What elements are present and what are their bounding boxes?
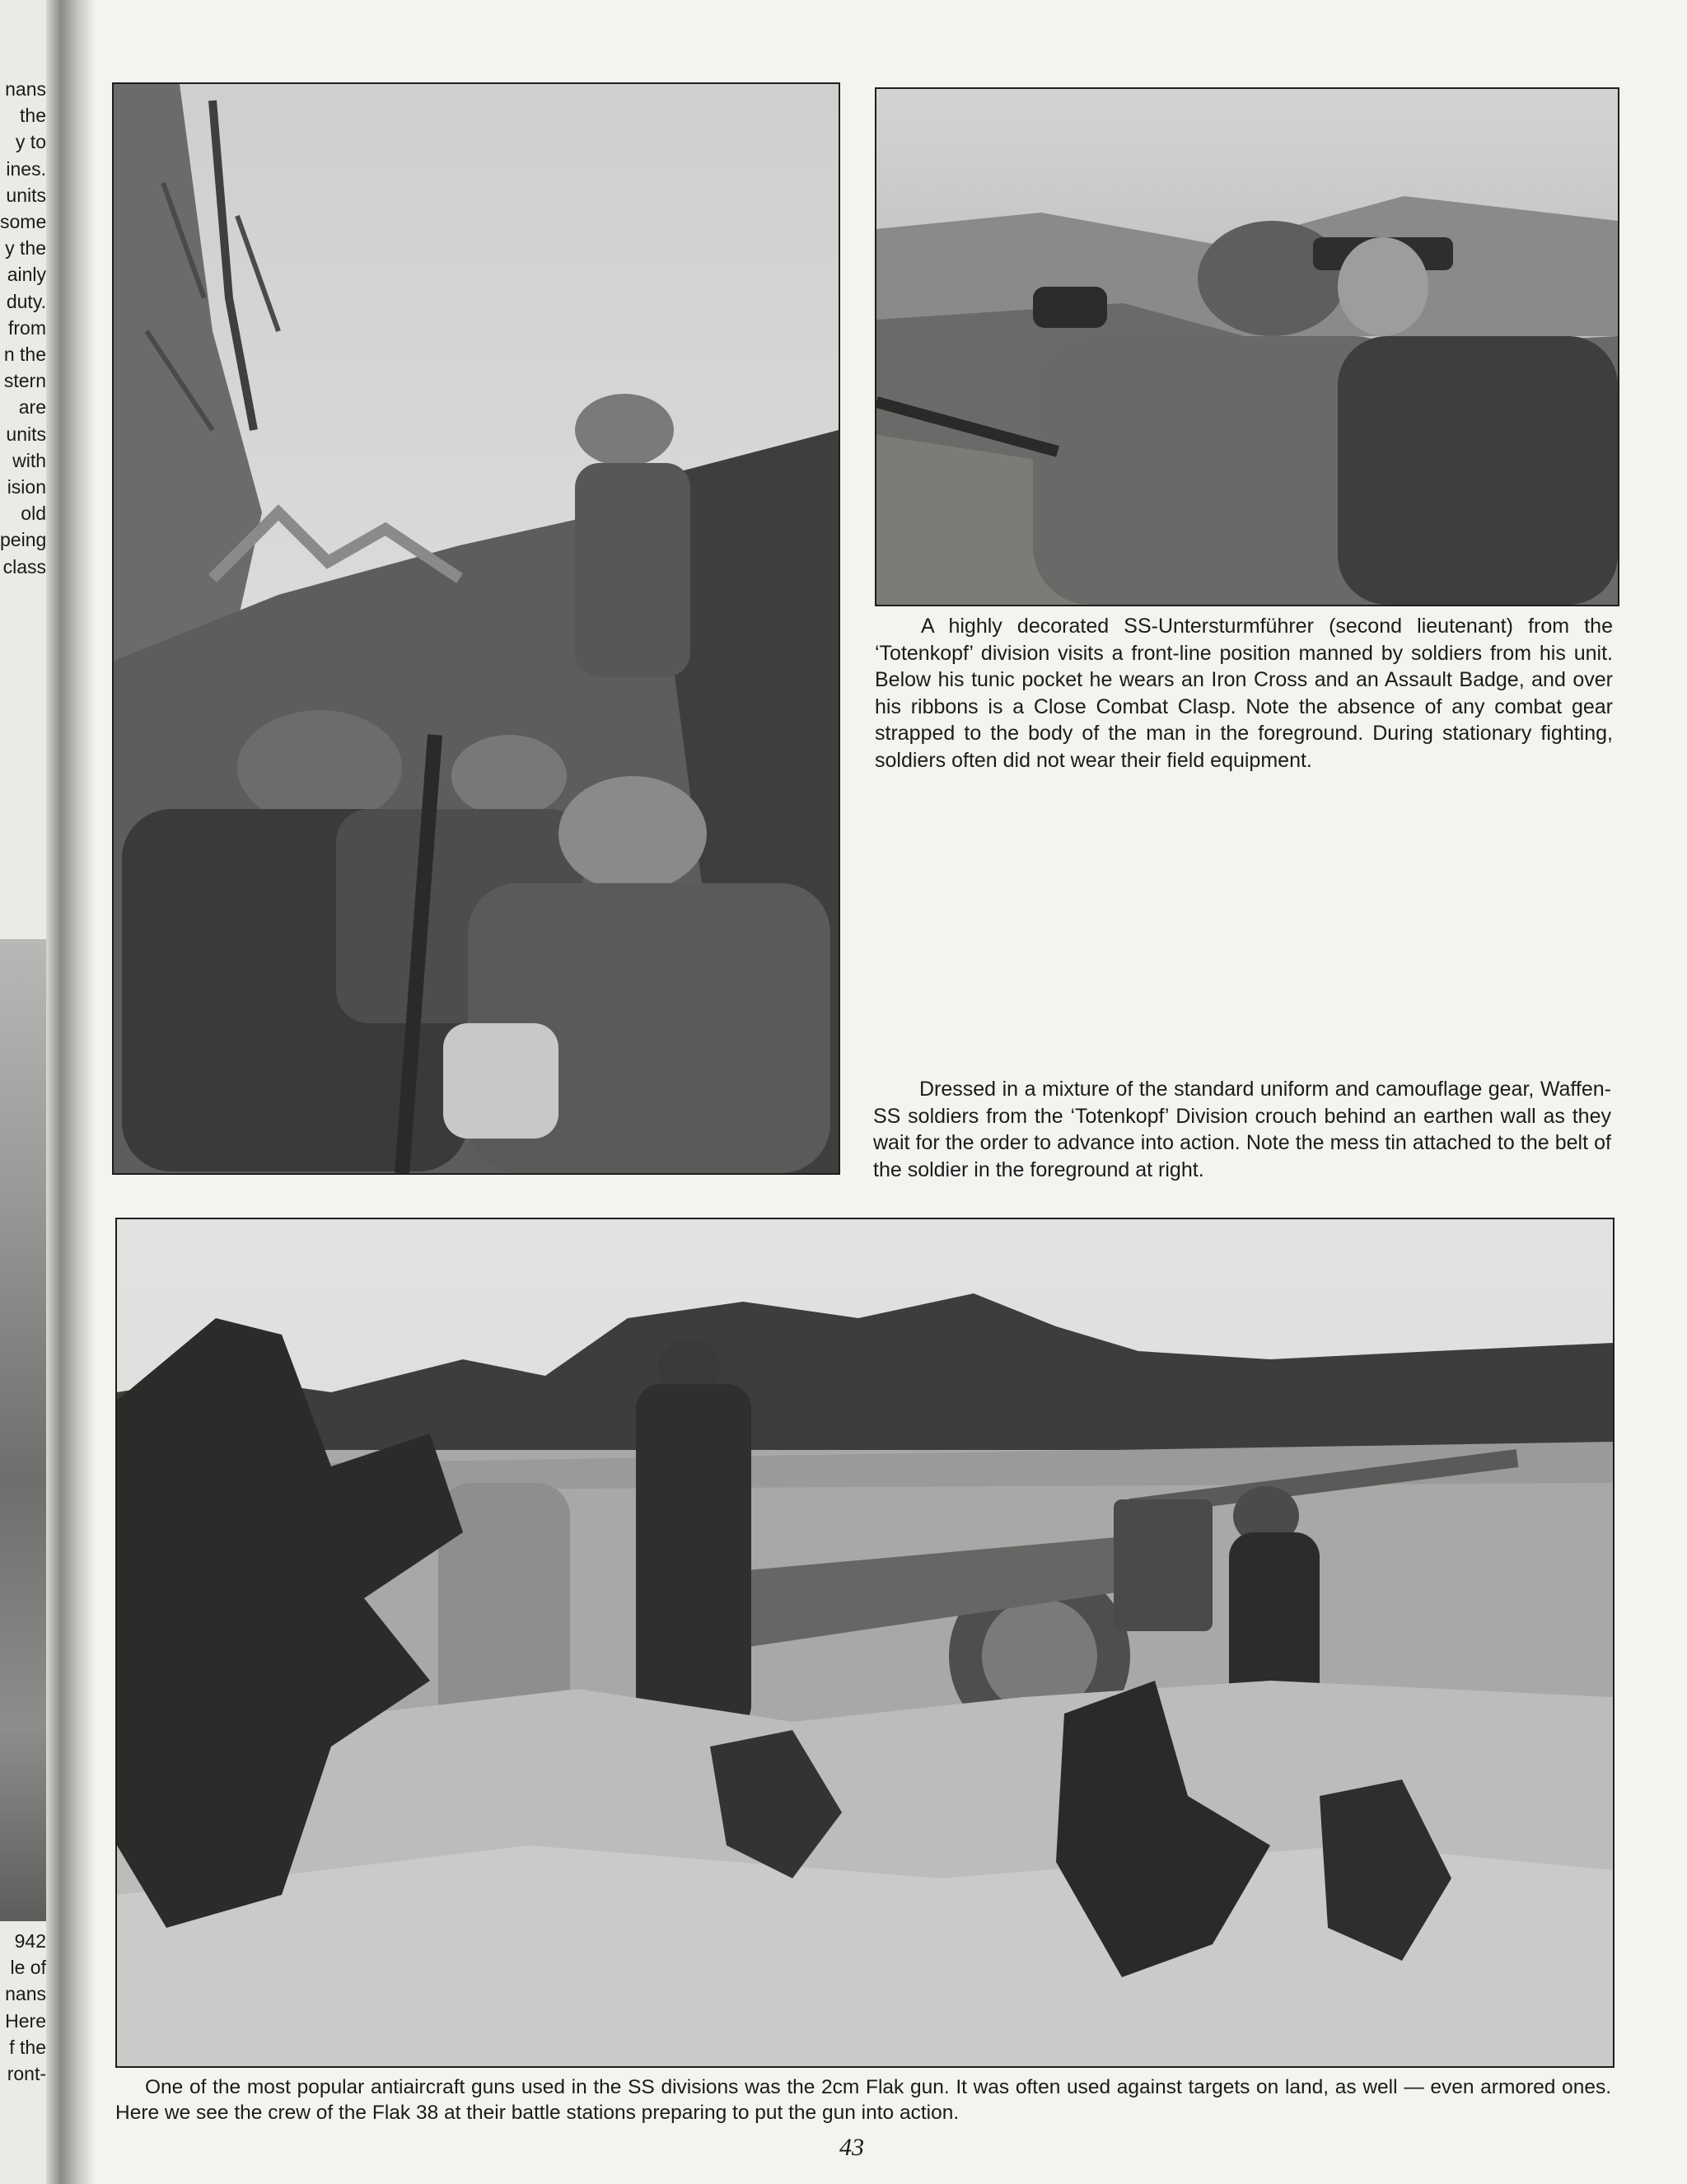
photo-officer-visit bbox=[875, 87, 1619, 606]
left-page-text-line: duty. bbox=[6, 290, 46, 312]
photo-soldiers-trench bbox=[112, 82, 840, 1175]
left-page-text-line: y the bbox=[5, 237, 46, 260]
photo-flak-gun-crew bbox=[115, 1218, 1615, 2068]
left-page-text-line: the bbox=[20, 105, 46, 127]
left-page-text-line: some bbox=[0, 211, 46, 233]
left-page-text-line: with bbox=[12, 449, 46, 471]
left-page-text-line: old bbox=[21, 503, 46, 525]
left-page-text-line: units bbox=[6, 184, 46, 206]
left-page-text-line: le of bbox=[10, 1957, 46, 1979]
caption-officer-visit: A highly decorated SS-Untersturmführer (second lieutenant) from the ‘Totenkopf’ division visits a front-line position manned by soldiers from his unit. Below his tunic pocket he wears an Iron Cross and an Assault Badge, and over his ribbons is a Close Combat Clasp. Note the absence of any combat gear strapped to the body of the man in the foreground. During stationary fighting, soldiers often did not wear their field equipment. bbox=[875, 615, 1613, 772]
left-page-photo-edge bbox=[0, 939, 48, 1921]
book-spine bbox=[46, 0, 96, 2184]
left-page-text-line: ront- bbox=[7, 2063, 46, 2085]
left-page-text-line: Here bbox=[5, 2009, 46, 2032]
left-page-text-line: ision bbox=[7, 476, 46, 498]
left-page-text-line: peing bbox=[0, 529, 46, 551]
left-page-text-line: are bbox=[18, 396, 46, 419]
photo-flak-gun-crew-image bbox=[117, 1219, 1613, 2066]
left-page-text-top bbox=[0, 76, 46, 587]
left-page-text-bottom bbox=[0, 1928, 46, 2093]
left-page-text-line: 942 bbox=[14, 1930, 46, 1952]
left-page-text-line: y to bbox=[15, 131, 46, 153]
left-page-text-line: nans bbox=[5, 78, 46, 100]
left-page-text-line: f the bbox=[9, 2036, 46, 2058]
caption-soldiers-trench: Dressed in a mixture of the standard uniform and camouflage gear, Waffen-SS soldiers from the ‘Totenkopf’ Division crouch behind an earthen wall as they wait for the order to advance into action. Note the mess tin attached to the belt of the soldier in the foreground at right. bbox=[873, 1078, 1611, 1181]
page-number: 43 bbox=[839, 2134, 864, 2161]
left-page-text-line: stern bbox=[3, 370, 46, 392]
left-page-text-line: ines. bbox=[6, 157, 46, 180]
left-page-text-line: n the bbox=[3, 344, 46, 366]
caption-flak-gun: One of the most popular antiaircraft guns used in the SS divisions was the 2cm Flak gun. It was often used against targets on land, as well — even armored ones. Here we see the crew of the Flak 38 at their battle stations preparing to put the gun into action. bbox=[115, 2076, 1611, 2124]
photo-soldiers-trench-image bbox=[114, 84, 839, 1173]
left-page-text-line: nans bbox=[5, 1983, 46, 2005]
photo-officer-visit-image bbox=[876, 89, 1618, 605]
left-page-text-line: units bbox=[6, 423, 46, 445]
left-page-text-line: ainly bbox=[7, 264, 46, 286]
left-page-text-line: class bbox=[2, 555, 46, 578]
left-page-text-line: from bbox=[8, 316, 46, 339]
